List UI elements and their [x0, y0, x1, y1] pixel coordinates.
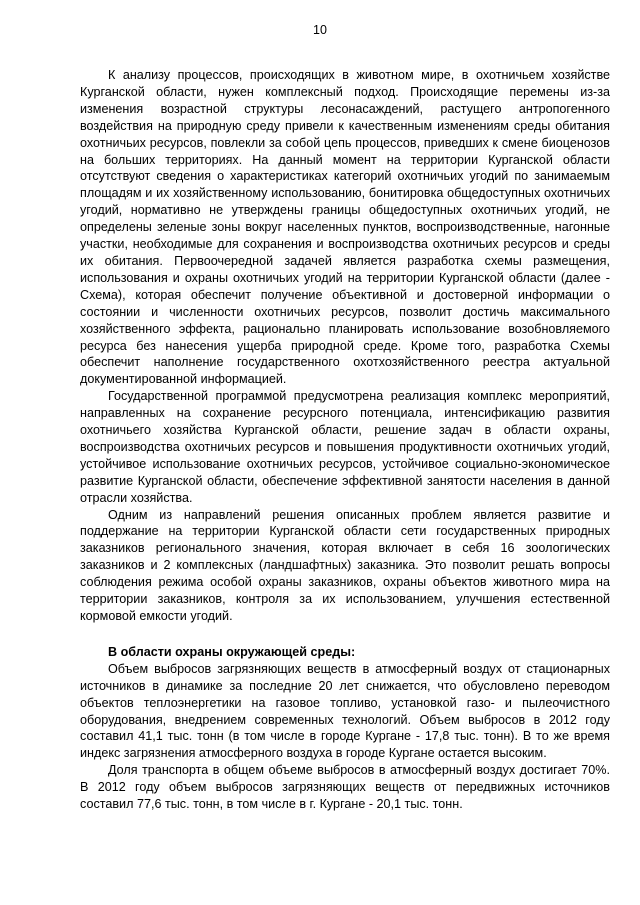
section-heading-environment: В области охраны окружающей среды: [108, 644, 356, 659]
paragraph-reserves-network: Одним из направлений решения описанных проблем является развитие и поддержание на территории Курганской области сети государственных природных заказников регионального значения, которая включает в себя 16 зоологических заказников и 2 комплексных (ландшафтных) заказника. Это позволит решать вопросы соблюдения режима особой охраны заказников, охраны объектов животного мира на территории заказников, контроля за их использованием, улучшения естественной кормовой емкости угодий. [80, 507, 610, 623]
paragraph-hunting-analysis: К анализу процессов, происходящих в животном мире, в охотничьем хозяйстве Курганской области, нужен комплексный подход. Происходящие перемены из-за изменения возрастной структуры лесонасаждений, растущего антропогенного воздействия на природную среду привели к качественным изменениям среды обитания охотничьих ресурсов, повлекли за собой цепь процессов, приведших к смене биоценозов на больших территориях. На данный момент на территории Курганской области отсутствуют сведения о характеристиках категорий охотничьих угодий по занимаемым площадям и их хозяйственному использованию, бонитировка общедоступных охотничьих угодий, нормативно не утверждены границы общедоступных охотничьих угодий, не определены зеленые зоны вокруг населенных пунктов, воспроизводственные, нагонные участки, необходимые для сохранения и воспроизводства охотничьих ресурсов и среды их обитания. Первоочередной задачей является разработка схемы размещения, использования и охраны охотничьих угодий на территории Курганской области (далее - Схема), которая обеспечит получение объективной и достоверной информации о состоянии и численности охотничьих ресурсов, позволит достичь максимального хозяйственного эффекта, рационально планировать использование возобновляемого ресурса без нанесения ущерба природной среде. Кроме того, разработка Схемы обеспечит наполнение государственного охотхозяйственного реестра актуальной документированной информацией. [80, 68, 610, 387]
document-body [80, 67, 610, 813]
paragraph-state-program: Государственной программой предусмотрена реализация комплекс мероприятий, направленных на сохранение ресурсного потенциала, интенсификацию развития охотничьего хозяйства Курганской области, решение задач в области охраны, воспроизводства охотничьих ресурсов и повышения продуктивности охотничьих угодий, устойчивое использование охотничьих ресурсов, устойчивое социально-экономическое развитие Курганской области, обеспечение эффективной занятости населения в данной отрасли хозяйства. [80, 389, 610, 505]
paragraph-stationary-emissions: Объем выбросов загрязняющих веществ в атмосферный воздух от стационарных источников в динамике за последние 20 лет снижается, что обусловлено переводом объектов теплоэнергетики на газовое топливо, установкой газо- и пылеочистного оборудования, внедрением современных технологий. Объем выбросов в 2012 году составил 41,1 тыс. тонн (в том числе в городе Кургане - 17,8 тыс. тонн). В то же время индекс загрязнения атмосферного воздуха в городе Кургане остается высоким. [80, 661, 610, 761]
paragraph-transport-emissions: Доля транспорта в общем объеме выбросов в атмосферный воздух достигает 70%. В 2012 году объем выбросов загрязняющих веществ от передвижных источников составил 77,6 тыс. тонн, в том числе в г. Кургане - 20,1 тыс. тонн. [80, 763, 610, 812]
page-number: 10 [313, 23, 327, 37]
